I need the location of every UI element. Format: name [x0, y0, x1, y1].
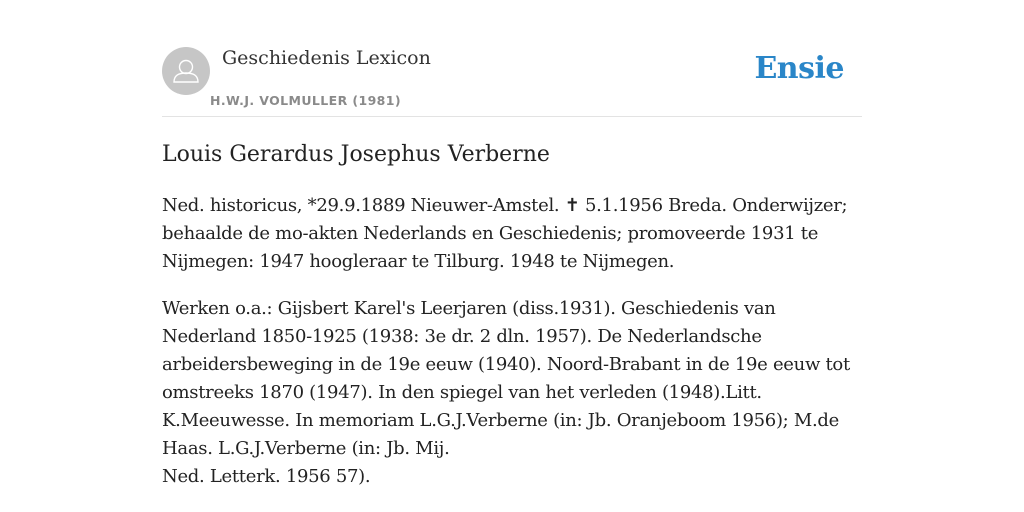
article-title: Louis Gerardus Josephus Verberne	[162, 142, 550, 167]
ensie-logo[interactable]: Ensie	[754, 51, 844, 86]
source-title[interactable]: Geschiedenis Lexicon	[222, 47, 431, 69]
article-paragraph-works-continued: Ned. Letterk. 1956 57).	[162, 466, 371, 487]
article-paragraph-works: Werken o.a.: Gijsbert Karel's Leerjaren (diss.1931). Geschiedenis van Nederland 1850-1925 (1938: 3e dr. 2 dln. 1957). De Nederlandsche arbeidersbeweging in de 19e eeuw (1940). Noord-Brabant in de 19e eeuw tot omstreeks 1870 (1947). In den spiegel van het verleden (1948).Litt. K.Meeuwesse. In memoriam L.G.J.Verberne (in: Jb. Oranjeboom 1956); M.de Haas. L.G.J.Verberne (in: Jb. Mij.	[162, 298, 850, 459]
author-name[interactable]: H.W.J. VOLMULLER (1981)	[210, 93, 401, 108]
article-paragraph-bio: Ned. historicus, *29.9.1889 Nieuwer-Amstel. ✝ 5.1.1956 Breda. Onderwijzer; behaalde de mo-akten Nederlands en Geschiedenis; promoveerde 1931 te Nijmegen: 1947 hoogleraar te Tilburg. 1948 te Nijmegen.	[162, 195, 848, 272]
user-icon	[162, 47, 210, 95]
author-avatar[interactable]	[162, 47, 210, 95]
header	[162, 46, 862, 117]
